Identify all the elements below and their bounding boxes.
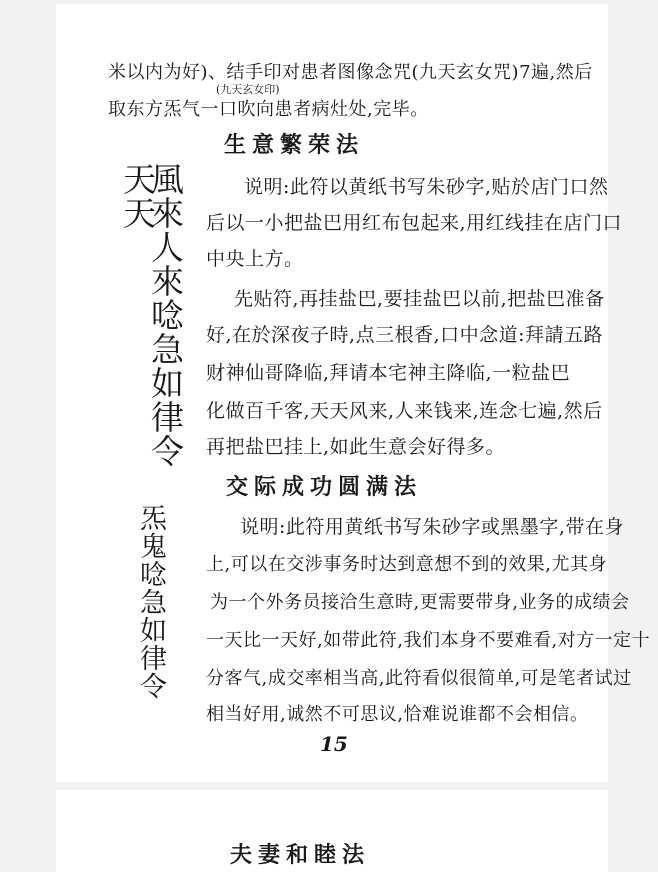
business-paragraph-line: 化做百千客,天天风来,人来钱来,连念七遍,然后 <box>206 400 603 422</box>
section-title-business: 生意繁荣法 <box>224 132 365 158</box>
social-paragraph-line: 分客气,成交率相当高,此符看似很简单,可是笔者试过 <box>206 668 632 689</box>
social-paragraph-line: 上,可以在交涉事务时达到意想不到的效果,尤其身 <box>206 554 607 575</box>
document-page-next <box>56 790 608 872</box>
business-paragraph-line: 好,在於深夜子時,点三根香,口中念道:拜請五路 <box>206 324 604 346</box>
section-title-social: 交际成功圆满法 <box>226 474 423 500</box>
document-page <box>56 4 651 782</box>
talisman-social-col: 炁鬼唸急如律令 <box>135 504 166 700</box>
section-title-marriage: 夫妻和睦法 <box>230 842 371 868</box>
business-paragraph-line: 后以一小把盐巴用红布包起来,用红线挂在店门口 <box>206 212 623 234</box>
talisman-business-col-2: 風來人來唸急如律令 <box>146 162 185 468</box>
social-paragraph-line: 为一个外务员接洽生意時,更需要带身,业务的成绩会 <box>210 592 630 613</box>
business-paragraph-line: 先贴符,再挂盐巴,要挂盐巴以前,把盐巴准备 <box>234 288 605 310</box>
business-paragraph-line: 财神仙哥降临,拜请本宅神主降临,一粒盐巴 <box>206 362 571 384</box>
social-paragraph-line: 说明:此符用黄纸书写朱砂字或黑墨字,带在身 <box>240 516 624 538</box>
intro-line-2: 取东方炁气一口吹向患者病灶处,完毕。 <box>108 99 429 120</box>
social-paragraph-line: 一天比一天好,如带此符,我们本身不要难看,对方一定十 <box>206 630 651 651</box>
talisman-business-col-1: 天天 <box>118 162 157 230</box>
business-paragraph-line: 说明:此符以黄纸书写朱砂字,贴於店门口然 <box>244 176 609 198</box>
business-paragraph-line: 中央上方。 <box>206 248 304 270</box>
social-paragraph-line: 相当好用,诚然不可思议,恰难说谁都不会相信。 <box>206 704 589 725</box>
intro-line-1: 米以内为好)、结手印对患者图像念咒(九天玄女咒)7遍,然后 <box>108 62 593 83</box>
business-paragraph-line: 再把盐巴挂上,如此生意会好得多。 <box>206 436 506 458</box>
intro-note: (九天玄女印) <box>216 83 280 96</box>
page-number: 15 <box>320 732 348 756</box>
